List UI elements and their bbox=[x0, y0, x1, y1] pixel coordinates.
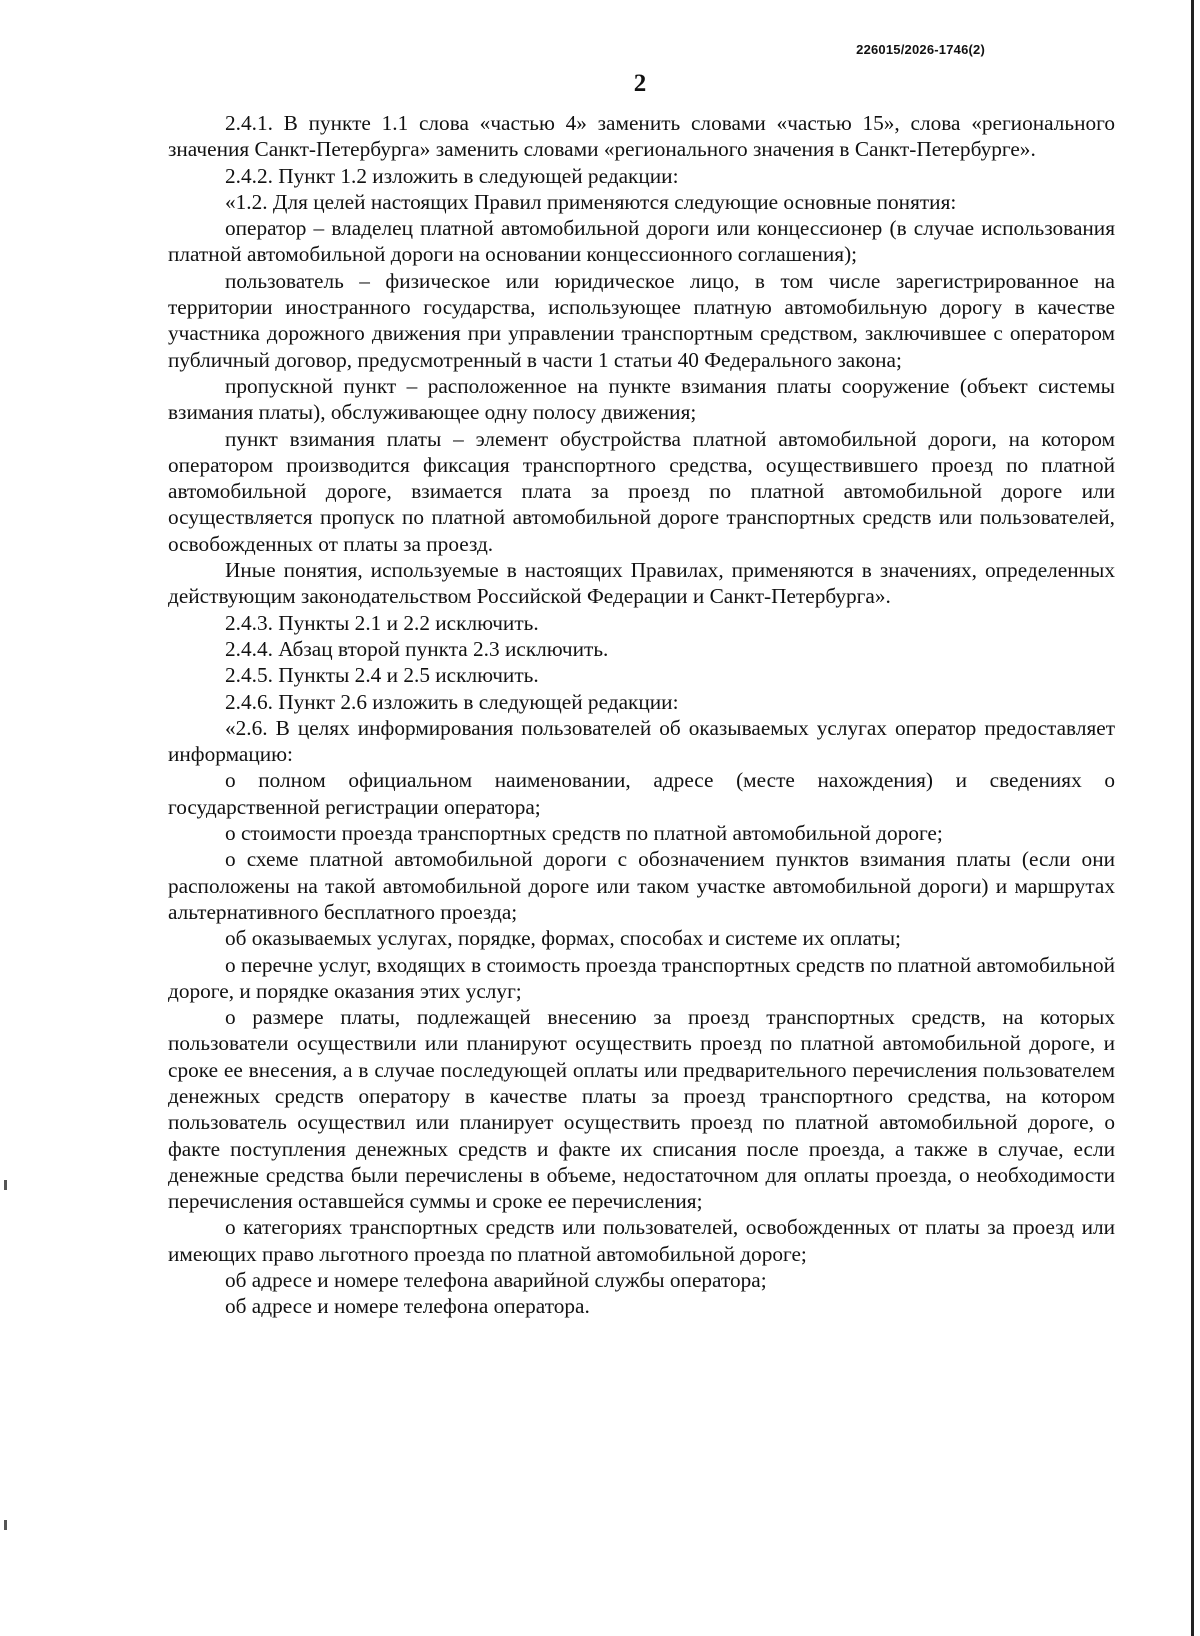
paragraph: 2.4.1. В пункте 1.1 слова «частью 4» заменить словами «частью 15», слова «регионального значения Санкт-Петербурга» заменить словами «регионального значения в Санкт-Петербурге». bbox=[168, 111, 1115, 162]
paragraph: об оказываемых услугах, порядке, формах, способах и системе их оплаты; bbox=[225, 926, 901, 951]
paragraph: о перечне услуг, входящих в стоимость проезда транспортных средств по платной автомобильной дороге, и порядке оказания этих услуг; bbox=[168, 952, 1115, 1003]
paragraph: об адресе и номере телефона оператора. bbox=[225, 1294, 590, 1319]
paragraph: 2.4.6. Пункт 2.6 изложить в следующей редакции: bbox=[225, 689, 679, 714]
scan-speck bbox=[4, 1520, 7, 1530]
scan-speck bbox=[4, 1180, 7, 1190]
paragraph: пункт взимания платы – элемент обустройства платной автомобильной дороги, на котором оператором производится фиксация транспортного средства, осуществившего проезд по платной автомобильной дороге, взимается плата за проезд по платной автомобильной дороге или осуществляется пропуск по платной автомобильной дороге транспортных средств или пользователей, освобожденных от платы за проезд. bbox=[168, 426, 1115, 556]
paragraph: 2.4.5. Пункты 2.4 и 2.5 исключить. bbox=[225, 663, 539, 688]
paragraph: о полном официальном наименовании, адресе (месте нахождения) и сведениях о государственной регистрации оператора; bbox=[168, 768, 1115, 819]
paragraph: о схеме платной автомобильной дороги с обозначением пунктов взимания платы (если они расположены на такой автомобильной дороге или таком участке автомобильной дороги) и маршрутах альтернативного бесплатного проезда; bbox=[168, 847, 1115, 924]
paragraph: 2.4.2. Пункт 1.2 изложить в следующей редакции: bbox=[225, 163, 679, 188]
page-number: 2 bbox=[633, 70, 647, 97]
scan-edge bbox=[1191, 0, 1194, 1636]
paragraph: о категориях транспортных средств или пользователей, освобожденных от платы за проезд или имеющих право льготного проезда по платной автомобильной дороге; bbox=[168, 1215, 1115, 1266]
paragraph: о стоимости проезда транспортных средств по платной автомобильной дороге; bbox=[225, 821, 943, 846]
paragraph: пропускной пункт – расположенное на пункте взимания платы сооружение (объект системы взимания платы), обслуживающее одну полосу движения; bbox=[168, 373, 1115, 425]
document-body bbox=[168, 110, 1115, 1320]
document-number: 226015/2026-1746(2) bbox=[856, 42, 985, 57]
paragraph: «1.2. Для целей настоящих Правил применяются следующие основные понятия: bbox=[225, 189, 957, 214]
paragraph: пользователь – физическое или юридическое лицо, в том числе зарегистрированное на территории иностранного государства, использующее платную автомобильную дорогу в качестве участника дорожного движения при управлении транспортным средством, заключившее с оператором публичный договор, предусмотренный в части 1 статьи 40 Федерального закона; bbox=[168, 268, 1115, 372]
paragraph: Иные понятия, используемые в настоящих Правилах, применяются в значениях, определенных действующим законодательством Российской Федерации и Санкт-Петербурга». bbox=[168, 558, 1115, 609]
paragraph: об адресе и номере телефона аварийной службы оператора; bbox=[225, 1268, 767, 1293]
paragraph: «2.6. В целях информирования пользователей об оказываемых услугах оператор предоставляет информацию: bbox=[168, 715, 1115, 767]
paragraph: оператор – владелец платной автомобильной дороги или концессионер (в случае использования платной автомобильной дороги на основании концессионного соглашения); bbox=[168, 216, 1115, 267]
paragraph: 2.4.3. Пункты 2.1 и 2.2 исключить. bbox=[225, 610, 539, 635]
paragraph: о размере платы, подлежащей внесению за проезд транспортных средств, на которых пользователи осуществили или планируют осуществить проезд по платной автомобильной дороге, и сроке ее внесения, а в случае последующей оплаты или предварительного перечисления пользователем денежных средств оператору в качестве платы за проезд транспортного средства, на котором пользователь осуществил или планирует осуществить проезд по платной автомобильной дороге, о факте поступления денежных средств и факте их списания после проезда, а также в случае, если денежные средства были перечислены в объеме, недостаточном для оплаты проезда, о необходимости перечисления оставшейся суммы и сроке ее перечисления; bbox=[168, 1005, 1115, 1214]
paragraph: 2.4.4. Абзац второй пункта 2.3 исключить. bbox=[225, 636, 609, 661]
